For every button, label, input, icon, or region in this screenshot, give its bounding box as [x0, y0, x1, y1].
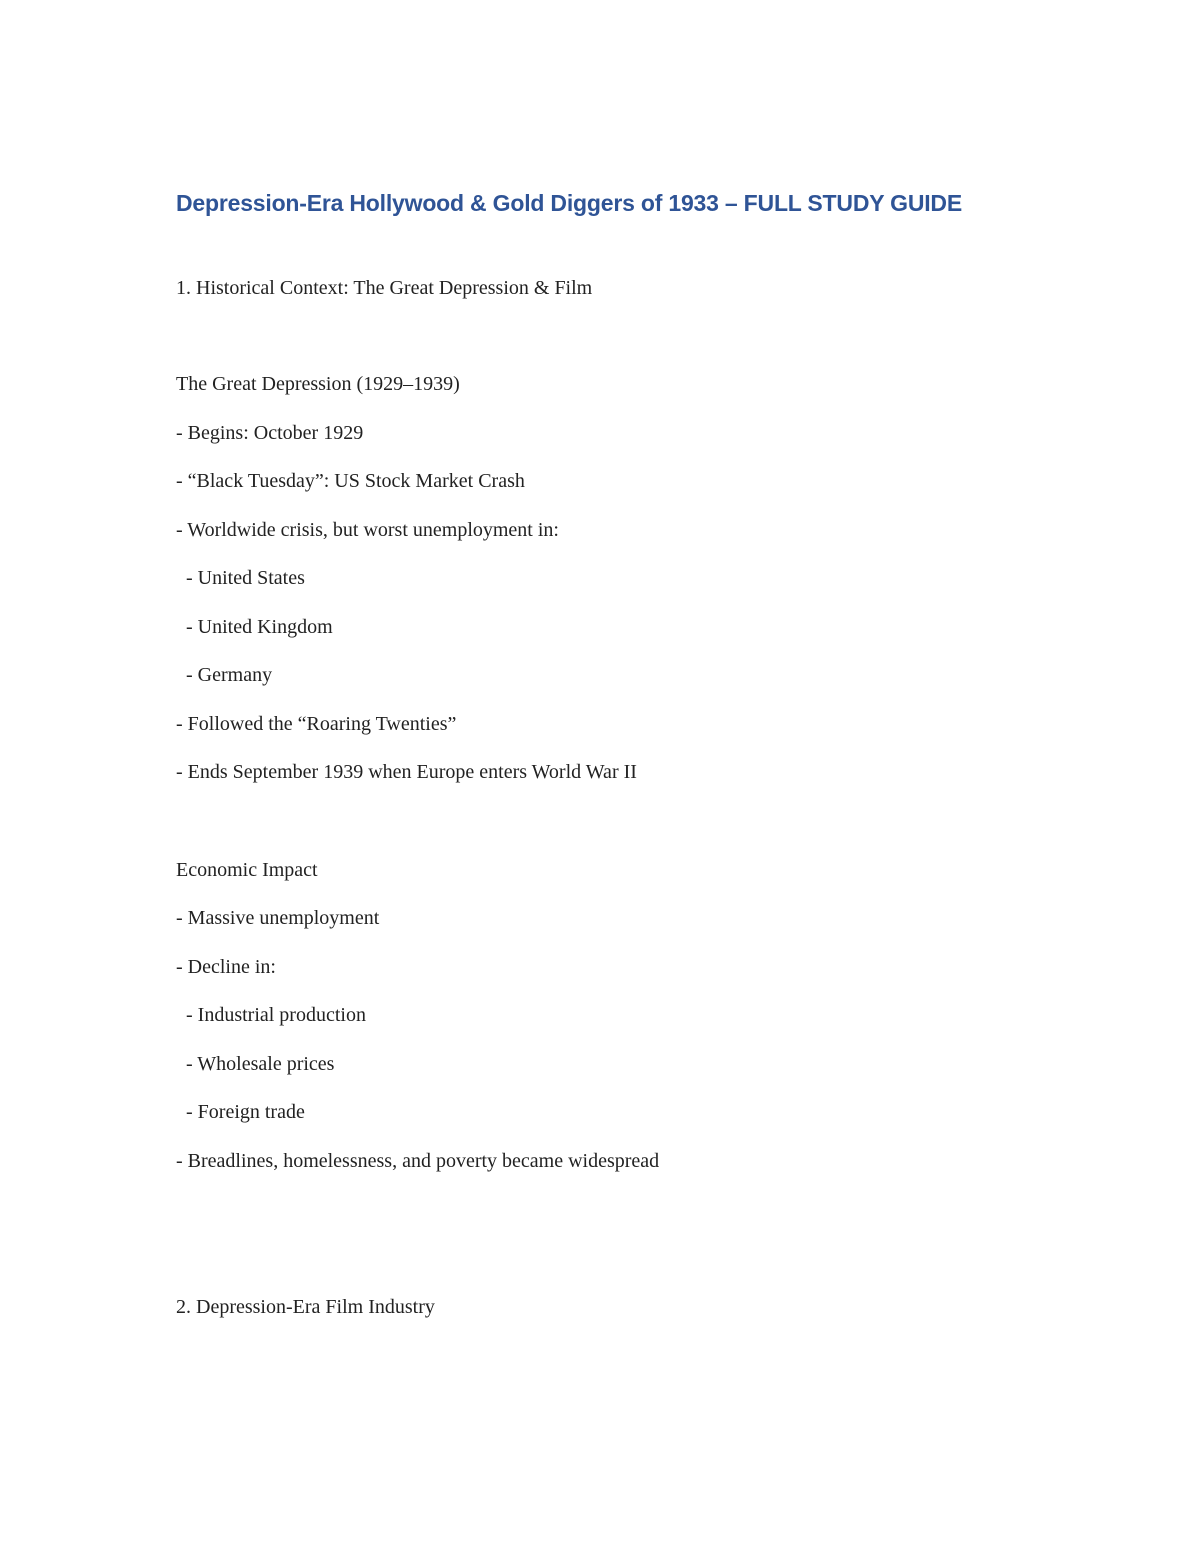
list-item: - Breadlines, homelessness, and poverty became widespread	[176, 1150, 660, 1172]
sub-list-item: - United Kingdom	[176, 616, 333, 638]
list-item: - Worldwide crisis, but worst unemployment in:	[176, 519, 559, 541]
list-item: - Decline in:	[176, 956, 276, 978]
sub-list-item: - Germany	[176, 664, 273, 686]
economic-impact-heading: Economic Impact	[176, 859, 318, 881]
list-item: - Begins: October 1929	[176, 422, 364, 444]
list-item: - “Black Tuesday”: US Stock Market Crash	[176, 470, 525, 492]
sub-list-item: - United States	[176, 567, 305, 589]
section-1-heading: 1. Historical Context: The Great Depression & Film	[176, 277, 593, 299]
section-2-heading: 2. Depression-Era Film Industry	[176, 1296, 435, 1318]
list-item: - Ends September 1939 when Europe enters World War II	[176, 761, 637, 783]
depression-heading: The Great Depression (1929–1939)	[176, 373, 460, 395]
sub-list-item: - Industrial production	[176, 1004, 366, 1026]
list-item: - Massive unemployment	[176, 907, 380, 929]
list-item: - Followed the “Roaring Twenties”	[176, 713, 457, 735]
document-title: Depression-Era Hollywood & Gold Diggers of 1933 – FULL STUDY GUIDE	[176, 190, 962, 216]
sub-list-item: - Wholesale prices	[176, 1053, 335, 1075]
sub-list-item: - Foreign trade	[176, 1101, 305, 1123]
